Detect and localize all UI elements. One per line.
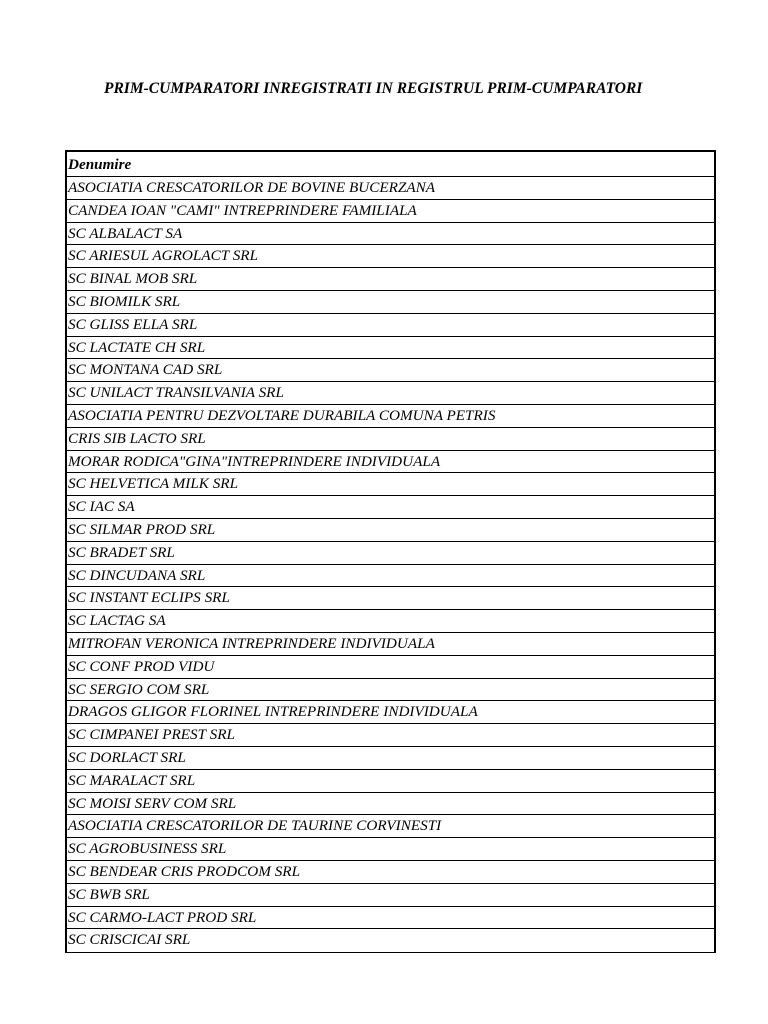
- table-row: SC GLISS ELLA SRL: [67, 314, 714, 337]
- table-row: CRIS SIB LACTO SRL: [67, 428, 714, 451]
- table-row: MORAR RODICA"GINA"INTREPRINDERE INDIVIDUALA: [67, 451, 714, 474]
- table-row: SC IAC SA: [67, 496, 714, 519]
- table-row: SC BINAL MOB SRL: [67, 268, 714, 291]
- table-row: SC MONTANA CAD SRL: [67, 359, 714, 382]
- table-row: MITROFAN VERONICA INTREPRINDERE INDIVIDUALA: [67, 633, 714, 656]
- table-row: SC CIMPANEI PREST SRL: [67, 724, 714, 747]
- table-row: SC CRISCICAI SRL: [68, 931, 191, 949]
- table-row: SC MARALACT SRL: [67, 770, 714, 793]
- table-row: SC SERGIO COM SRL: [67, 679, 714, 702]
- column-header-denumire: Denumire: [67, 152, 714, 177]
- table-row: SC SILMAR PROD SRL: [67, 519, 714, 542]
- table-row: ASOCIATIA PENTRU DEZVOLTARE DURABILA COMUNA PETRIS: [67, 405, 714, 428]
- table-row: SC BRADET SRL: [67, 542, 714, 565]
- table-row: SC BWB SRL: [67, 884, 714, 907]
- table-row: SC DINCUDANA SRL: [67, 565, 714, 588]
- table-row: SC LACTATE CH SRL: [67, 337, 714, 360]
- table-row: SC CONF PROD VIDU: [67, 656, 714, 679]
- table-row: SC BENDEAR CRIS PRODCOM SRL: [67, 861, 714, 884]
- table-row: CANDEA IOAN "CAMI" INTREPRINDERE FAMILIALA: [67, 200, 714, 223]
- table-row: SC UNILACT TRANSILVANIA SRL: [67, 382, 714, 405]
- table-row: SC ARIESUL AGROLACT SRL: [67, 245, 714, 268]
- table-row: SC DORLACT SRL: [67, 747, 714, 770]
- table-row: ASOCIATIA CRESCATORILOR DE TAURINE CORVINESTI: [67, 815, 714, 838]
- table-row: SC CARMO-LACT PROD SRL: [67, 907, 714, 930]
- table-row: SC LACTAG SA: [67, 610, 714, 633]
- table-row: SC HELVETICA MILK SRL: [67, 473, 714, 496]
- table-row: DRAGOS GLIGOR FLORINEL INTREPRINDERE INDIVIDUALA: [67, 701, 714, 724]
- document-title: PRIM-CUMPARATORI INREGISTRATI IN REGISTRUL PRIM-CUMPARATORI: [104, 80, 643, 97]
- table-row: SC INSTANT ECLIPS SRL: [67, 587, 714, 610]
- table-row: ASOCIATIA CRESCATORILOR DE BOVINE BUCERZANA: [67, 177, 714, 200]
- table-row: SC MOISI SERV COM SRL: [67, 793, 714, 816]
- table-row: SC ALBALACT SA: [67, 223, 714, 246]
- registry-table: [65, 150, 716, 953]
- table-row: SC BIOMILK SRL: [67, 291, 714, 314]
- table-row: SC AGROBUSINESS SRL: [67, 838, 714, 861]
